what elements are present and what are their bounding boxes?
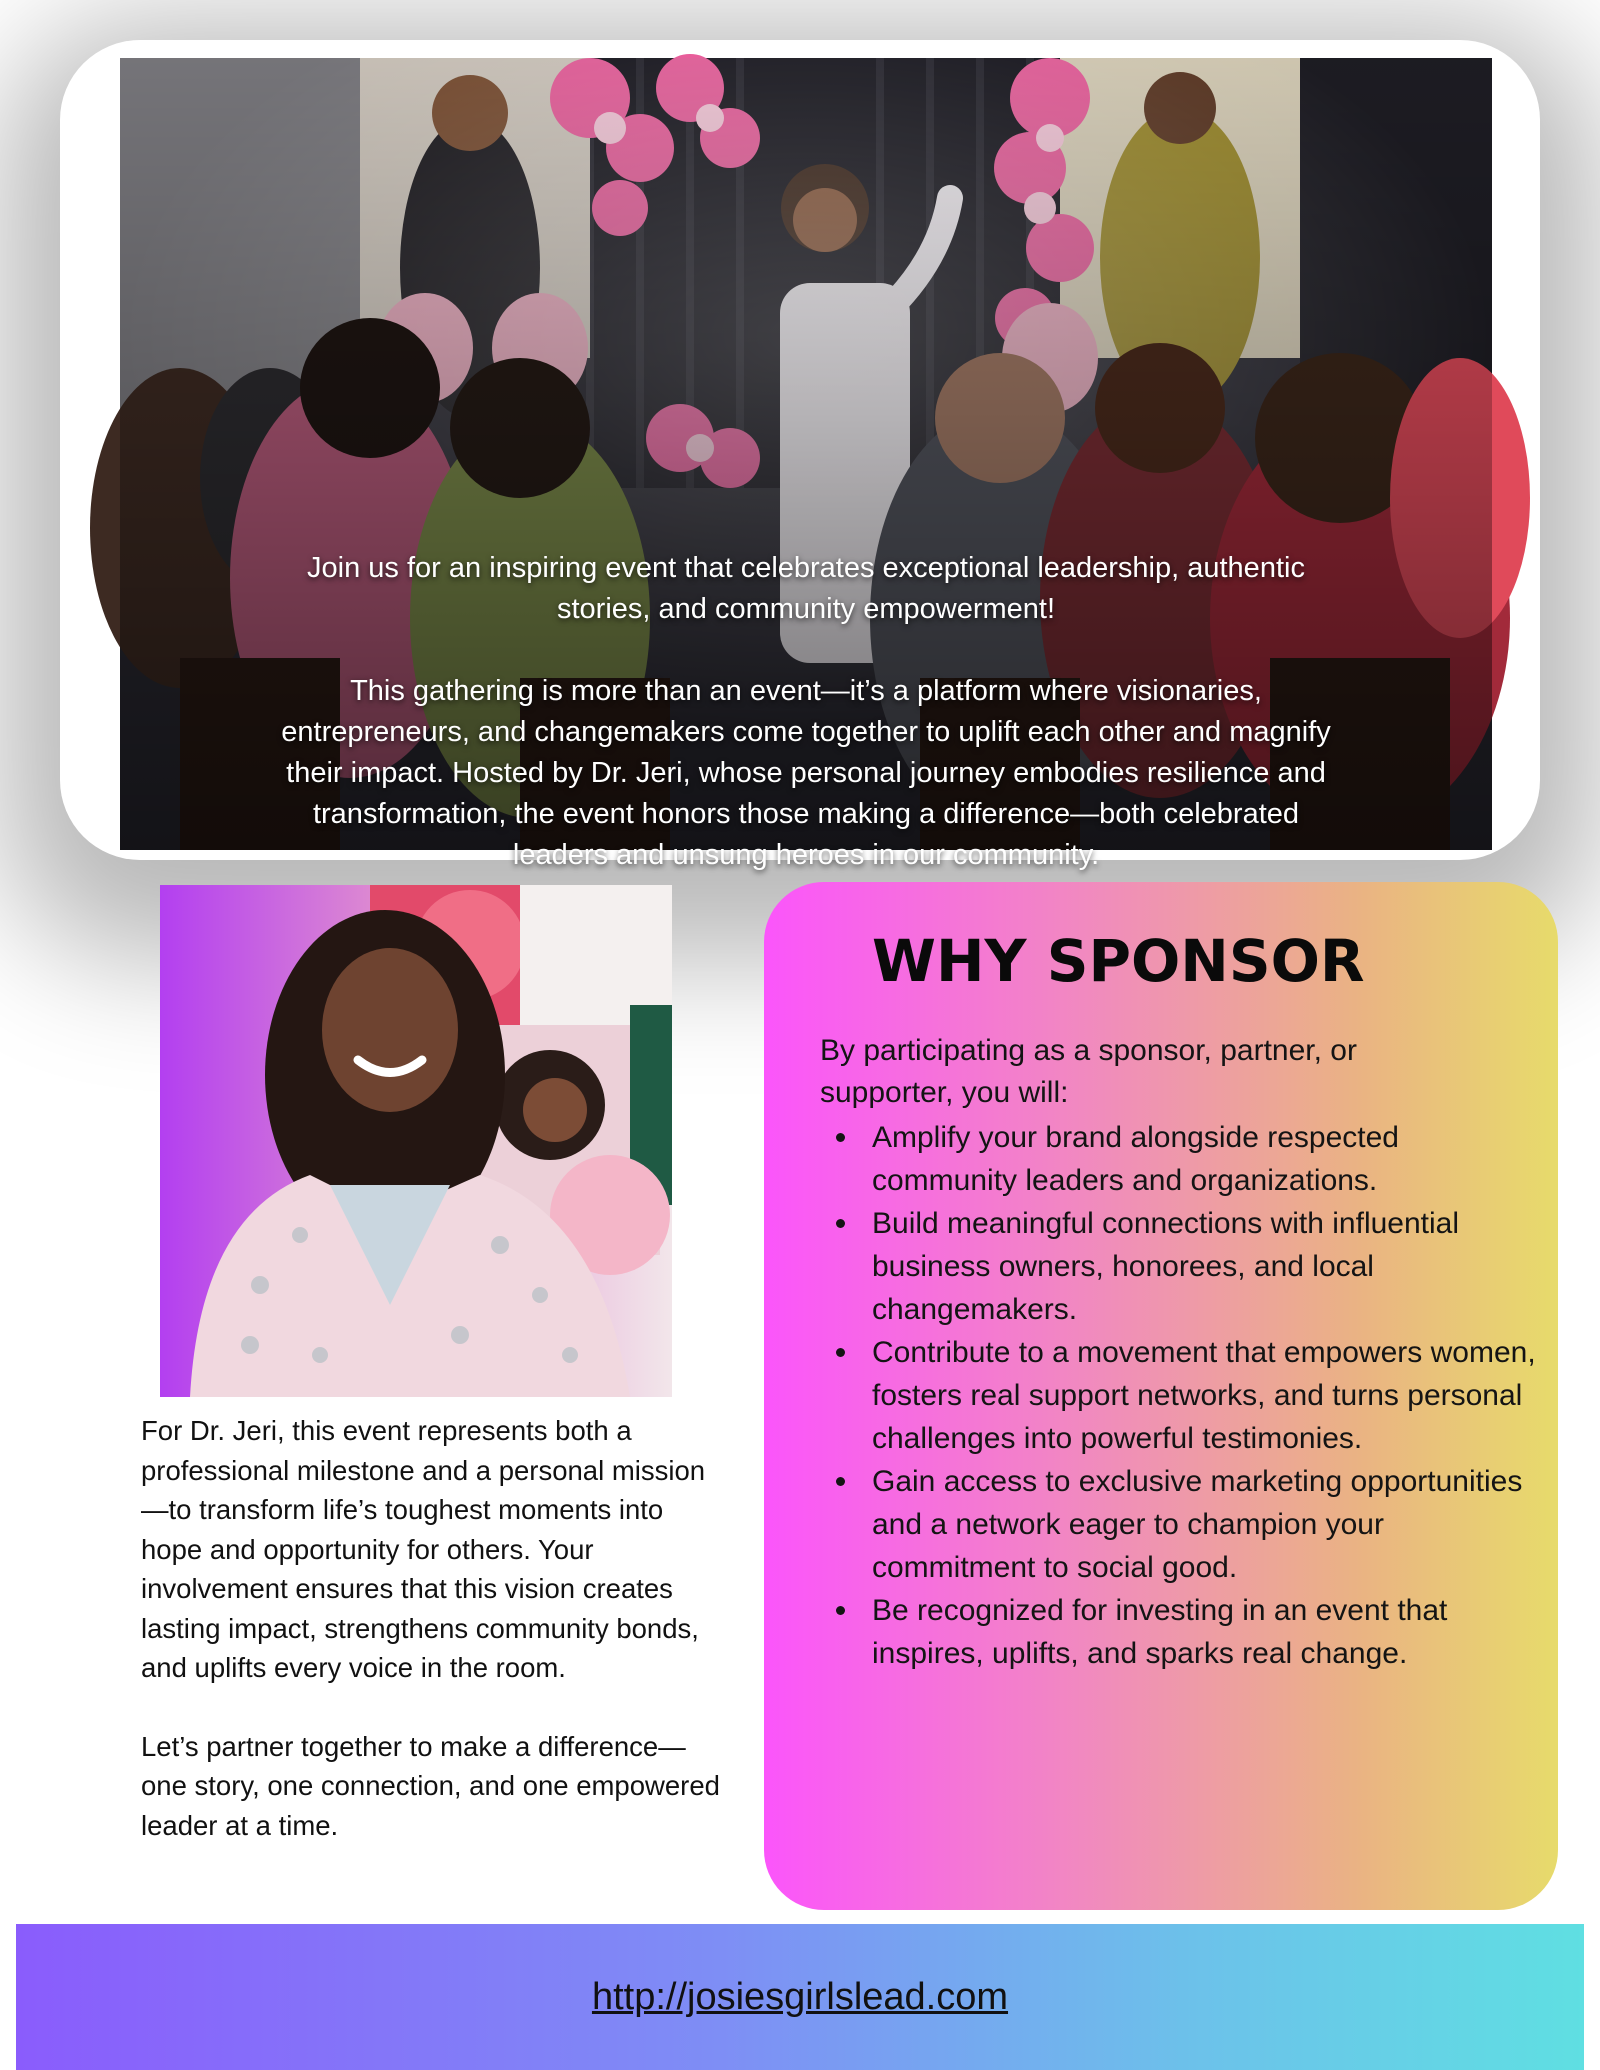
benefit-item xyxy=(820,1331,1536,1460)
hero-body: This gathering is more than an event—it’s a platform where visionaries, entrepreneurs, and changemakers come together to uplift each other and magnify their impact. Hosted by Dr. Jeri, whose personal journey embodies resilience and transformation, the event honors those making a difference—both celebrated leaders and unsung heroes in our community. xyxy=(281,675,1331,871)
benefit-text: Build meaningful connections with influential business owners, honorees, and local changemakers. xyxy=(872,1207,1460,1326)
bullet-dot-icon xyxy=(836,1219,845,1228)
benefit-text: Contribute to a movement that empowers women, fosters real support networks, and turns personal challenges into powerful testimonies. xyxy=(872,1336,1536,1455)
mission-paragraph: For Dr. Jeri, this event represents both a professional milestone and a personal mission—to transform life’s toughest moments into hope and opportunity for others. Your involvement ensures that this vision creates lasting impact, strengthens community bonds, and uplifts every voice in the room. xyxy=(141,1415,706,1683)
host-portrait-image xyxy=(160,885,672,1397)
benefit-item xyxy=(820,1202,1536,1331)
why-sponsor-intro: By participating as a sponsor, partner, or supporter, you will: xyxy=(820,1034,1357,1109)
why-sponsor-title: WHY SPONSOR xyxy=(872,927,1365,995)
benefit-text: Be recognized for investing in an event that inspires, uplifts, and sparks real change. xyxy=(872,1594,1448,1670)
hero-intro: Join us for an inspiring event that celebrates exceptional leadership, authentic stories, and community empowerment! xyxy=(307,552,1305,625)
benefit-item xyxy=(820,1589,1536,1675)
benefit-item xyxy=(820,1116,1536,1202)
partner-paragraph: Let’s partner together to make a difference—one story, one connection, and one empowered leader at a time. xyxy=(141,1730,720,1841)
bullet-dot-icon xyxy=(836,1606,845,1615)
bullet-dot-icon xyxy=(836,1477,845,1486)
website-link[interactable]: http://josiesgirlslead.com xyxy=(591,1976,1009,2018)
sponsor-benefits-list xyxy=(820,1116,1536,1675)
benefit-item xyxy=(820,1460,1536,1589)
hero-text xyxy=(270,548,1342,876)
benefit-text: Amplify your brand alongside respected community leaders and organizations. xyxy=(872,1121,1399,1197)
hero-banner xyxy=(120,58,1492,871)
why-sponsor-card xyxy=(764,882,1558,1910)
bullet-dot-icon xyxy=(836,1348,845,1357)
bullet-dot-icon xyxy=(836,1133,845,1142)
footer-band xyxy=(16,1924,1584,2070)
host-mission-text xyxy=(141,1411,721,1845)
host-portrait xyxy=(160,885,672,1397)
benefit-text: Gain access to exclusive marketing opportunities and a network eager to champion your commitment to social good. xyxy=(872,1465,1523,1584)
